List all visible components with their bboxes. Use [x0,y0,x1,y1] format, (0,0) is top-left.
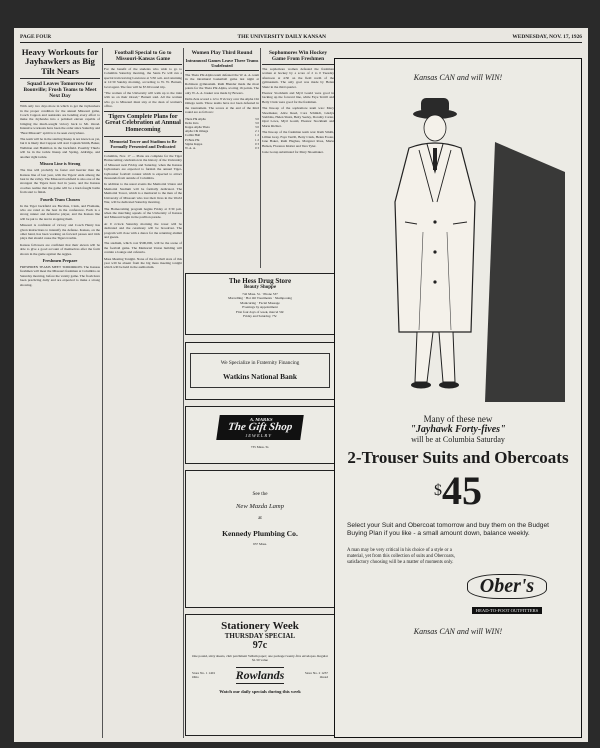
ad-line: Manicuring · Facial Massage [240,300,280,305]
ad-slogan-bottom: Kansas CAN and will WIN! [413,627,503,637]
article-paragraph: In addition to the usual events the Memorial Union and Memorial Stadium will be formally dedicated. The Memorial Tower, which is a memorial to the men of the University of Missouri who lost their lives in the World War, will be dedicated Saturday morning. [104,182,182,205]
column-1 [20,48,100,738]
ad-line: Friday and Saturday, 75c [243,314,277,319]
column-2 [104,48,182,738]
table-row: W. A. A. 0 3 [185,146,259,151]
section-subhead: Freshmen Prepare [42,258,78,263]
article-paragraph: The line will probably be faster and heavier than the Kansas line of last year, with the Tigers' ends among the best in the valley. The Missouri backfield is also one of the strongest the Tigers have had in years, and the Kansas coaches realize that the game will be a hard-fought battle from start to finish. [20,168,100,195]
ad-at: at [258,516,262,521]
ad-lead: Many of these new [423,414,493,424]
issue-date: WEDNESDAY, NOV. 17, 1926 [512,33,582,40]
ad-watkins-bank [185,342,335,400]
article-paragraph: The Homecoming program begins Friday at 3:30 p.m. when the marching squads of the University of Kansas and Missouri begin in the pavilion parade. [104,206,182,220]
ad-critic-note: A man may be very critical in his choice of a style or a material, yet from this collection of suits and Obercoats, satisfactory choosing will be a matter of moments only. [347,548,455,566]
article-paragraph: The team will be in the starting lineup is not known as yet, but it is likely that Cappon will start Captain Smith, Baker, Wellman and Hamilton in the backfield. Possibly Thurlo will be in the tackle lineup and Spring, Aldridge, and another right tackle. [20,137,100,159]
ad-gift-shop [185,406,335,464]
ad-description: One pound, sixty sheets, club parchment Vellum paper; one package twenty-five envelopes. Regular $1.50 value [192,654,328,663]
article-paragraph: The line-up of the freshman team was: Ruth Smith, Lillian Gray, Faye Terrill, Betty Clark, Helen Foster, Jane Baker, Ruth Hughes, Margaret Ross, Marie Helsen, Florence Kistler and Vera Tyler. [262,130,334,148]
ad-location: will be at Columbia Saturday [411,435,505,444]
article-paragraph: For the benefit of the students who wish to go to Columbia Saturday morning, the Santa Fe will run a special train leaving Lawrence at 5:30 a.m. and returning at 12:30 Sunday morning, according to W. W. Barnett, local agent. The fare will be $7.60 round trip. [104,67,182,89]
ad-store-name: Rowlands [235,667,285,682]
headline-sophomores-win: Sophomores Win Hockey Game From Freshmen [268,50,328,62]
newspaper-page [14,28,588,742]
ad-title: The Hess Drug Store [228,277,292,285]
ad-address: 735 Mass. St. [250,445,270,449]
ad-copy: Select your Suit and Obercoat tomorrow and buy them on the Budget Buying Plan if you like - a small amount down, balance weekly. [347,522,549,538]
ad-watch: Watch our daily specials during this week [219,688,301,694]
table-row: Theta Phi Alpha 3 0 [185,116,259,121]
ad-price: 97c [252,640,268,651]
ad-shop-name: The Gift Shop [227,421,294,433]
ad-tagline: We Specialize in Fraternity Financing [220,360,300,366]
headline-football-special: Football Special to Go to Missouri-Kansas Game [114,50,172,62]
ad-store-1: Store No. 1 1401 Ohio [192,670,216,680]
column-3-story [185,48,259,270]
article-paragraph: Missouri is confident of victory and Coach Henry has given instructions to intensify the defense. Kansas, on the other hand, has been working on forward passes and trick plays that should cause the Tigers trouble. [20,223,100,241]
ad-product: New Mazda Lamp [236,503,284,510]
ad-category: JEWELRY [245,433,273,438]
table-row: Sigma Kappa 0 3 [185,141,259,146]
article-paragraph: In the Tiger backfield are Bacchus, Clark, and Flamank, who are rated as the best in the conference. Each is a strong runner and defensive player, and the Kansas line will be put to the test in stopping them. [20,203,100,221]
ad-line: 742 Mass. St. · Phone 537 [242,292,278,296]
ad-kennedy-plumbing [185,470,335,608]
article-paragraph: At 9 o'clock Saturday morning the tower will be dedicated and the ceremony will be broadcast. The program will close with a dance for the returning alumni and guests. [104,221,182,239]
ad-bank-name: Watkins National Bank [223,372,297,381]
headline-women-play: Women Play Third Round [191,50,253,56]
ad-address: 937 Mass. [253,542,267,546]
ad-product: "Jayhawk Forty-fives" [410,424,506,435]
article-paragraph: The line-up of the sophomore team was: Mary Shoemaker, Alice Reed, Cora Schmidt, Gladys Stebbins, Helen Shutz, Betty Seeley, Dorothy Carter, Opal Lowe, Myrl Gould, Eleanor Stockham and Marie Richter. [262,106,334,128]
table-row: Corbin Hall 1 2 [185,133,259,138]
masthead [20,31,582,43]
column-4-story [262,48,334,270]
table-row: Alpha Chi Omega 2 1 [185,129,259,134]
ad-price: 45 [442,468,482,513]
ad-owner: A. MARKS [249,417,273,422]
ad-store-2: Store No. 2 1237 Oread [304,670,328,680]
article-paragraph: "The women of the University will walk up to the train with us on their Oread," Barnett said. All the women who go to Missouri must stay at the dean of women's office. [104,91,182,109]
ad-see: See the [252,491,268,497]
paper-title: THE UNIVERSITY DAILY KANSAN [237,33,327,40]
ad-brand-tag: HEAD-TO-FOOT OUTFITTERS [472,607,542,614]
subhead-memorial-tower: Memorial Tower and Stadium to Be Formally Presented and Dedicated [109,139,177,150]
ad-rowlands-stationery [185,614,335,736]
article-paragraph: Eleanor Stockham and Myrl Gould were good in backing up the forward line, while Faye Terrill and Betty Clark were good for the freshmen. [262,91,334,104]
subhead-squad-leaves: Squad Leaves Tomorrow for Boonville; Frosh Teams to Meet Next Day [23,81,97,100]
subhead-intramural: Intramural Games Leave Three Teams Undefeated [185,58,259,68]
ad-obers-clothing [334,58,582,738]
ad-title: Stationery Week [221,620,299,632]
ad-line: First four days of week, marcel 50c [235,309,285,314]
ad-subtitle: Beauty Shoppe [243,285,277,290]
ad-brand-name: Ober's [467,574,547,599]
article-paragraph: Josie Gorup substituted for Mary Shoemaker. [262,149,324,154]
ad-dollar-sign: $ [434,482,442,499]
article-paragraph: With only two days more in which to get the Jayhawkers in the proper condition for the annual Missouri game, Coach Cappon and assistants are bending every effort to make the Jayhawks into a polished eleven capable of bringing the much-sought victory back to Mt. Oread. Intensive workouts have been the order since Saturday and "Beat Missouri" spirit is to be seen everywhere. [20,104,100,135]
article-paragraph: FRESHMEN TEAMS MEET TOMORROW. The Kansas freshmen will meet the Missouri freshmen at Columbia on Saturday morning, before the varsity game. The frosh have been practicing daily and are expected to make a strong showing. [20,265,100,287]
illustration-man-in-overcoat [335,82,581,412]
ad-line: Marcelling · Hot Oil Treatments · Shampooing [228,296,292,301]
ad-company: Kennedy Plumbing Co. [222,529,298,538]
headline-tigers-complete: Tigers Complete Plans for Great Celebration at Annual Homecoming [105,112,181,134]
ad-price-block [335,468,581,520]
ad-slogan-top: Kansas CAN and will WIN! [413,73,503,82]
article-paragraph: Columbia, Nov. 17 — Plans are complete for the Tiger Homecoming celebration in the history of the University of Missouri next Friday and Saturday, when the Kansas Jayhawkers are expected to furnish the annual Tiger-Jayhawker football contest which is expected to attract thousands from outside of Columbia. [104,154,182,181]
table-row: Delta Zeta 3 0 [185,120,259,125]
table-row: Kappa Alpha Theta 3 0 [185,125,259,130]
ad-line: Evenings by Appointment [242,305,278,310]
article-paragraph: The sophomore women defeated the freshman women at hockey by a score of 2 to 0 Tuesday afternoon at 4:30 on the field north of the gymnasium. The only goal was made by Helen Shutz in the third quarter. [262,67,334,89]
article-paragraph: The stadium, which cost $500,000, will be the scene of the football game. The Memorial Union building will contain a lounge and cafeteria. [104,241,182,255]
ad-headline: 2-Trouser Suits and Obercoats [347,448,569,467]
section-subhead: Fourth Team Chosen [40,196,80,202]
article-paragraph: Delta Zeta scored a 12 to 8 victory over the Alpha Chi Omega team. Three teams have not been defeated in the tournament. The scores at the end of the third round are as follows: [185,97,259,115]
article-paragraph: The Theta Phi Alpha team defeated the W. A. A. team in the intramural basketball game last night at Robinson gymnasium. Ruth Blender made the most points for the Theta Phi Alpha, scoring 16 points. The only W. A. A. basket was made by Bowers. [185,73,259,95]
section-subhead: Missou Line is Strong [39,161,81,167]
page-number: PAGE FOUR [20,33,52,40]
headline-heavy-workouts: Heavy Workouts for Jayhawkers as Big Tilt Nears [21,48,99,76]
ad-special: THURSDAY SPECIAL [224,632,296,640]
standings-table [185,117,259,151]
article-paragraph: Mass Meeting Tonight. None of the football stars of this year will be absent from the big mass meeting tonight which will be held in the auditorium. [104,256,182,270]
table-row: Pi Beta Phi 1 2 [185,137,259,142]
ad-hess-drug-store [185,273,335,335]
article-paragraph: Kansas followers are confident that their eleven will be able to give a good account of themselves after the form shown in the game against the Aggies. [20,242,100,256]
ad-brand-logo [445,574,569,617]
